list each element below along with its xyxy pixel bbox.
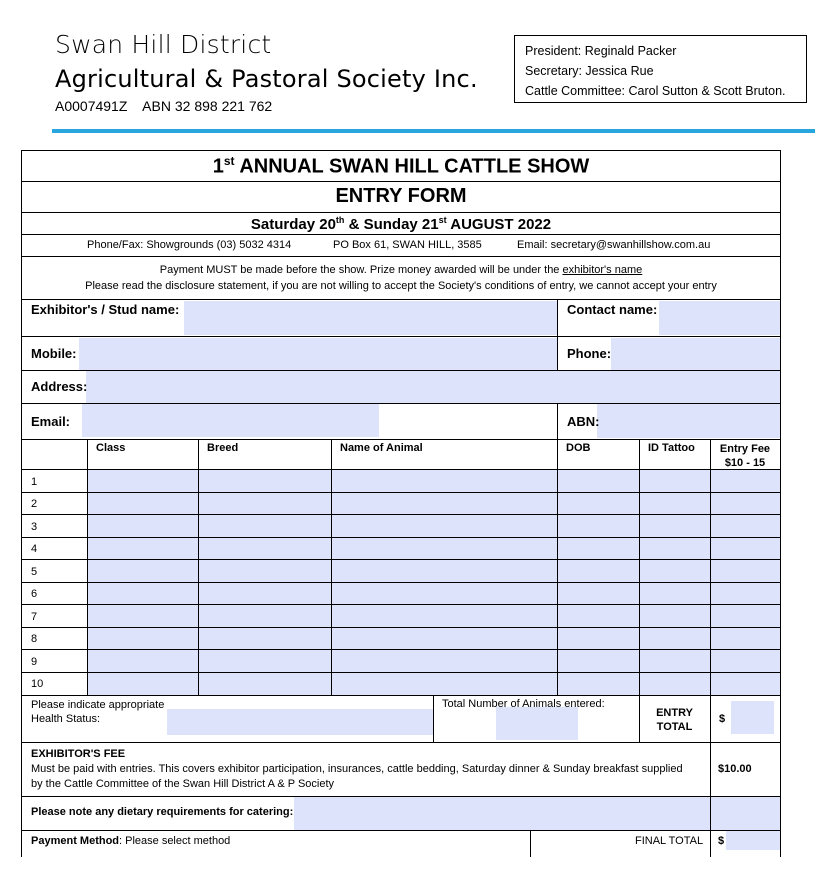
contact-name-label: Contact name: xyxy=(567,302,658,317)
header-id-tattoo: ID Tattoo xyxy=(648,442,695,454)
email-field[interactable] xyxy=(82,404,379,437)
final-total-field[interactable] xyxy=(726,830,781,850)
officers-box xyxy=(514,35,807,103)
org-registration: A0007491Z ABN 32 898 221 762 xyxy=(55,98,273,114)
header-divider xyxy=(52,129,815,133)
dietary-field[interactable] xyxy=(294,797,781,830)
exhibitor-label: Exhibitor's / Stud name: xyxy=(31,302,180,317)
entry-total-label: ENTRY TOTAL xyxy=(656,707,693,733)
header-breed: Breed xyxy=(207,442,239,454)
payment-notice: Payment MUST be made before the show. Prize money awarded will be under the exhibitor's name xyxy=(159,264,643,276)
exhibitor-fee-title: EXHIBITOR'S FEE xyxy=(31,748,126,760)
secretary: Secretary: Jessica Rue xyxy=(525,64,654,78)
row-number: 6 xyxy=(31,588,38,600)
exhibitor-fee-text-2: by the Cattle Committee of the Swan Hill District A & P Society xyxy=(31,778,335,790)
contact-email: Email: secretary@swanhillshow.com.au xyxy=(517,239,711,251)
org-subtitle: Agricultural & Pastoral Society Inc. xyxy=(55,65,478,93)
row-number: 1 xyxy=(31,476,38,488)
header-class: Class xyxy=(96,442,126,454)
health-status-field[interactable] xyxy=(167,709,433,735)
contact-name-field[interactable] xyxy=(659,301,781,335)
row-number: 5 xyxy=(31,566,38,578)
header-entry-fee: Entry Fee $10 - 15 xyxy=(719,443,771,469)
disclosure-notice: Please read the disclosure statement, if you are not willing to accept the Society's conditions of entry, we cannot accept your entry xyxy=(85,280,717,292)
phone-field[interactable] xyxy=(611,338,781,370)
contact-po-box: PO Box 61, SWAN HILL, 3585 xyxy=(333,239,482,251)
form-subtitle: ENTRY FORM xyxy=(335,185,467,207)
entry-total-field[interactable] xyxy=(731,701,774,734)
row-number: 10 xyxy=(31,678,44,690)
abn-field[interactable] xyxy=(597,404,781,438)
exhibitor-name-field[interactable] xyxy=(184,301,557,335)
mobile-label: Mobile: xyxy=(31,346,77,361)
entry-total-dollar: $ xyxy=(719,713,726,725)
dietary-label: Please note any dietary requirements for catering: xyxy=(31,806,294,818)
row-number: 3 xyxy=(31,521,38,533)
row-number: 9 xyxy=(31,656,38,668)
abn-label: ABN: xyxy=(567,414,600,429)
address-field[interactable] xyxy=(86,371,781,403)
total-animals-label: Total Number of Animals entered: xyxy=(442,698,605,710)
address-label: Address: xyxy=(31,379,88,394)
cattle-committee: Cattle Committee: Carol Sutton & Scott Bruton. xyxy=(525,84,786,98)
org-name: Swan Hill District xyxy=(55,30,272,59)
contact-phone: Phone/Fax: Showgrounds (03) 5032 4314 xyxy=(87,239,292,251)
president: President: Reginald Packer xyxy=(525,44,677,58)
total-animals-field[interactable] xyxy=(496,707,578,740)
exhibitor-fee-amount: $10.00 xyxy=(718,763,752,775)
final-total-dollar: $ xyxy=(718,835,725,847)
phone-label: Phone: xyxy=(567,346,612,361)
row-number: 4 xyxy=(31,543,38,555)
row-number: 8 xyxy=(31,633,38,645)
exhibitor-fee-text-1: Must be paid with entries. This covers exhibitor participation, insurances, cattle bedding, Saturday dinner & Sunday breakfast supplied xyxy=(31,763,683,775)
header-animal-name: Name of Animal xyxy=(340,442,423,454)
row-number: 7 xyxy=(31,611,38,623)
show-date: Saturday 20th & Sunday 21st AUGUST 2022 xyxy=(250,215,552,233)
entry-form xyxy=(21,150,781,870)
email-label: Email: xyxy=(31,414,71,429)
header-dob: DOB xyxy=(566,442,591,454)
form-title: 1st ANNUAL SWAN HILL CATTLE SHOW xyxy=(212,154,590,178)
mobile-field[interactable] xyxy=(79,338,557,370)
payment-method-label: Payment Method: Please select method xyxy=(31,835,231,847)
final-total-label: FINAL TOTAL xyxy=(635,835,704,847)
health-status-label: Please indicate appropriate Health Status: xyxy=(31,699,165,725)
row-number: 2 xyxy=(31,498,38,510)
